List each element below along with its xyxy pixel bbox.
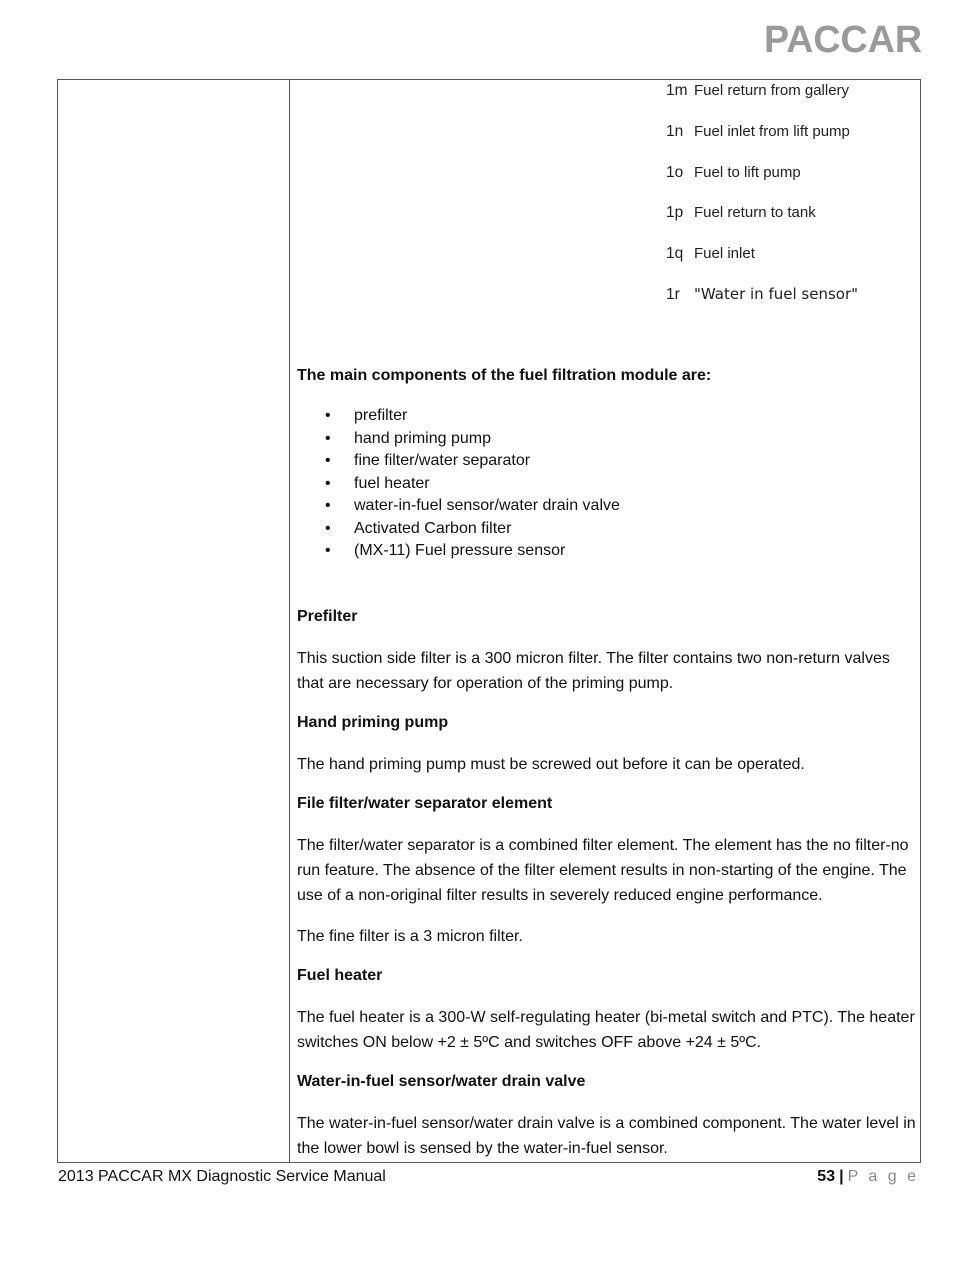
fuel-heater-heading: Fuel heater bbox=[297, 967, 383, 984]
components-list bbox=[297, 405, 620, 563]
list-item: • fuel heater bbox=[297, 473, 620, 496]
prefilter-paragraph: This suction side filter is a 300 micron filter. The filter contains two non-return valves that are necessary for operation of the priming pump. bbox=[297, 650, 890, 692]
footer-manual-title: 2013 PACCAR MX Diagnostic Service Manual bbox=[58, 1168, 386, 1185]
page-footer bbox=[817, 1168, 919, 1186]
list-item: • Activated Carbon filter bbox=[297, 518, 620, 541]
separator-heading: File filter/water separator element bbox=[297, 795, 553, 812]
content-table bbox=[57, 79, 921, 1163]
legend-code: 1q bbox=[666, 245, 684, 262]
legend-item bbox=[666, 285, 858, 309]
priming-pump-paragraph: The hand priming pump must be screwed out before it can be operated. bbox=[297, 756, 805, 773]
paccar-logo bbox=[764, 18, 924, 58]
legend-item bbox=[666, 245, 755, 269]
legend-text: Fuel to lift pump bbox=[694, 164, 801, 181]
list-item: • prefilter bbox=[297, 405, 620, 428]
water-in-fuel-heading: Water-in-fuel sensor/water drain valve bbox=[297, 1073, 586, 1090]
list-item: • fine filter/water separator bbox=[297, 450, 620, 473]
legend-text: Fuel inlet from lift pump bbox=[694, 123, 850, 140]
legend-item bbox=[666, 82, 849, 106]
prefilter-heading: Prefilter bbox=[297, 608, 358, 625]
legend-code: 1p bbox=[666, 204, 684, 221]
legend-code: 1m bbox=[666, 82, 688, 99]
legend-item bbox=[666, 123, 850, 147]
footer-separator: | bbox=[839, 1168, 844, 1185]
fuel-heater-paragraph: The fuel heater is a 300-W self-regulating heater (bi-metal switch and PTC). The heater switches ON below +2 ± 5ºC and switches OFF above +24 ± 5ºC. bbox=[297, 1009, 915, 1051]
page-number: 53 bbox=[817, 1168, 836, 1185]
water-in-fuel-paragraph: The water-in-fuel sensor/water drain valve is a combined component. The water level in the lower bowl is sensed by the water-in-fuel sensor. bbox=[297, 1115, 916, 1157]
list-item: • (MX-11) Fuel pressure sensor bbox=[297, 540, 620, 563]
fine-filter-paragraph: The fine filter is a 3 micron filter. bbox=[297, 928, 523, 945]
legend-text: Fuel return from gallery bbox=[694, 82, 850, 99]
page-label: P a g e bbox=[847, 1168, 919, 1185]
legend-item bbox=[666, 204, 816, 228]
list-item: • water-in-fuel sensor/water drain valve bbox=[297, 495, 620, 518]
legend-text: Fuel return to tank bbox=[694, 204, 816, 221]
logo-text: PACCAR bbox=[764, 19, 922, 58]
left-column bbox=[58, 80, 290, 1162]
list-item: • hand priming pump bbox=[297, 428, 620, 451]
legend-code: 1n bbox=[666, 123, 684, 140]
legend-text: "Water in fuel sensor" bbox=[694, 285, 859, 303]
legend-item bbox=[666, 164, 801, 188]
legend-code: 1r bbox=[666, 286, 680, 303]
legend-text: Fuel inlet bbox=[694, 245, 755, 262]
priming-pump-heading: Hand priming pump bbox=[297, 714, 449, 731]
legend-code: 1o bbox=[666, 164, 684, 181]
separator-paragraph: The filter/water separator is a combined filter element. The element has the no filter-no run feature. The absence of the filter element results in non-starting of the engine. The use of a non-original filter results in severely reduced engine performance. bbox=[297, 837, 909, 904]
components-heading: The main components of the fuel filtration module are: bbox=[297, 367, 712, 384]
